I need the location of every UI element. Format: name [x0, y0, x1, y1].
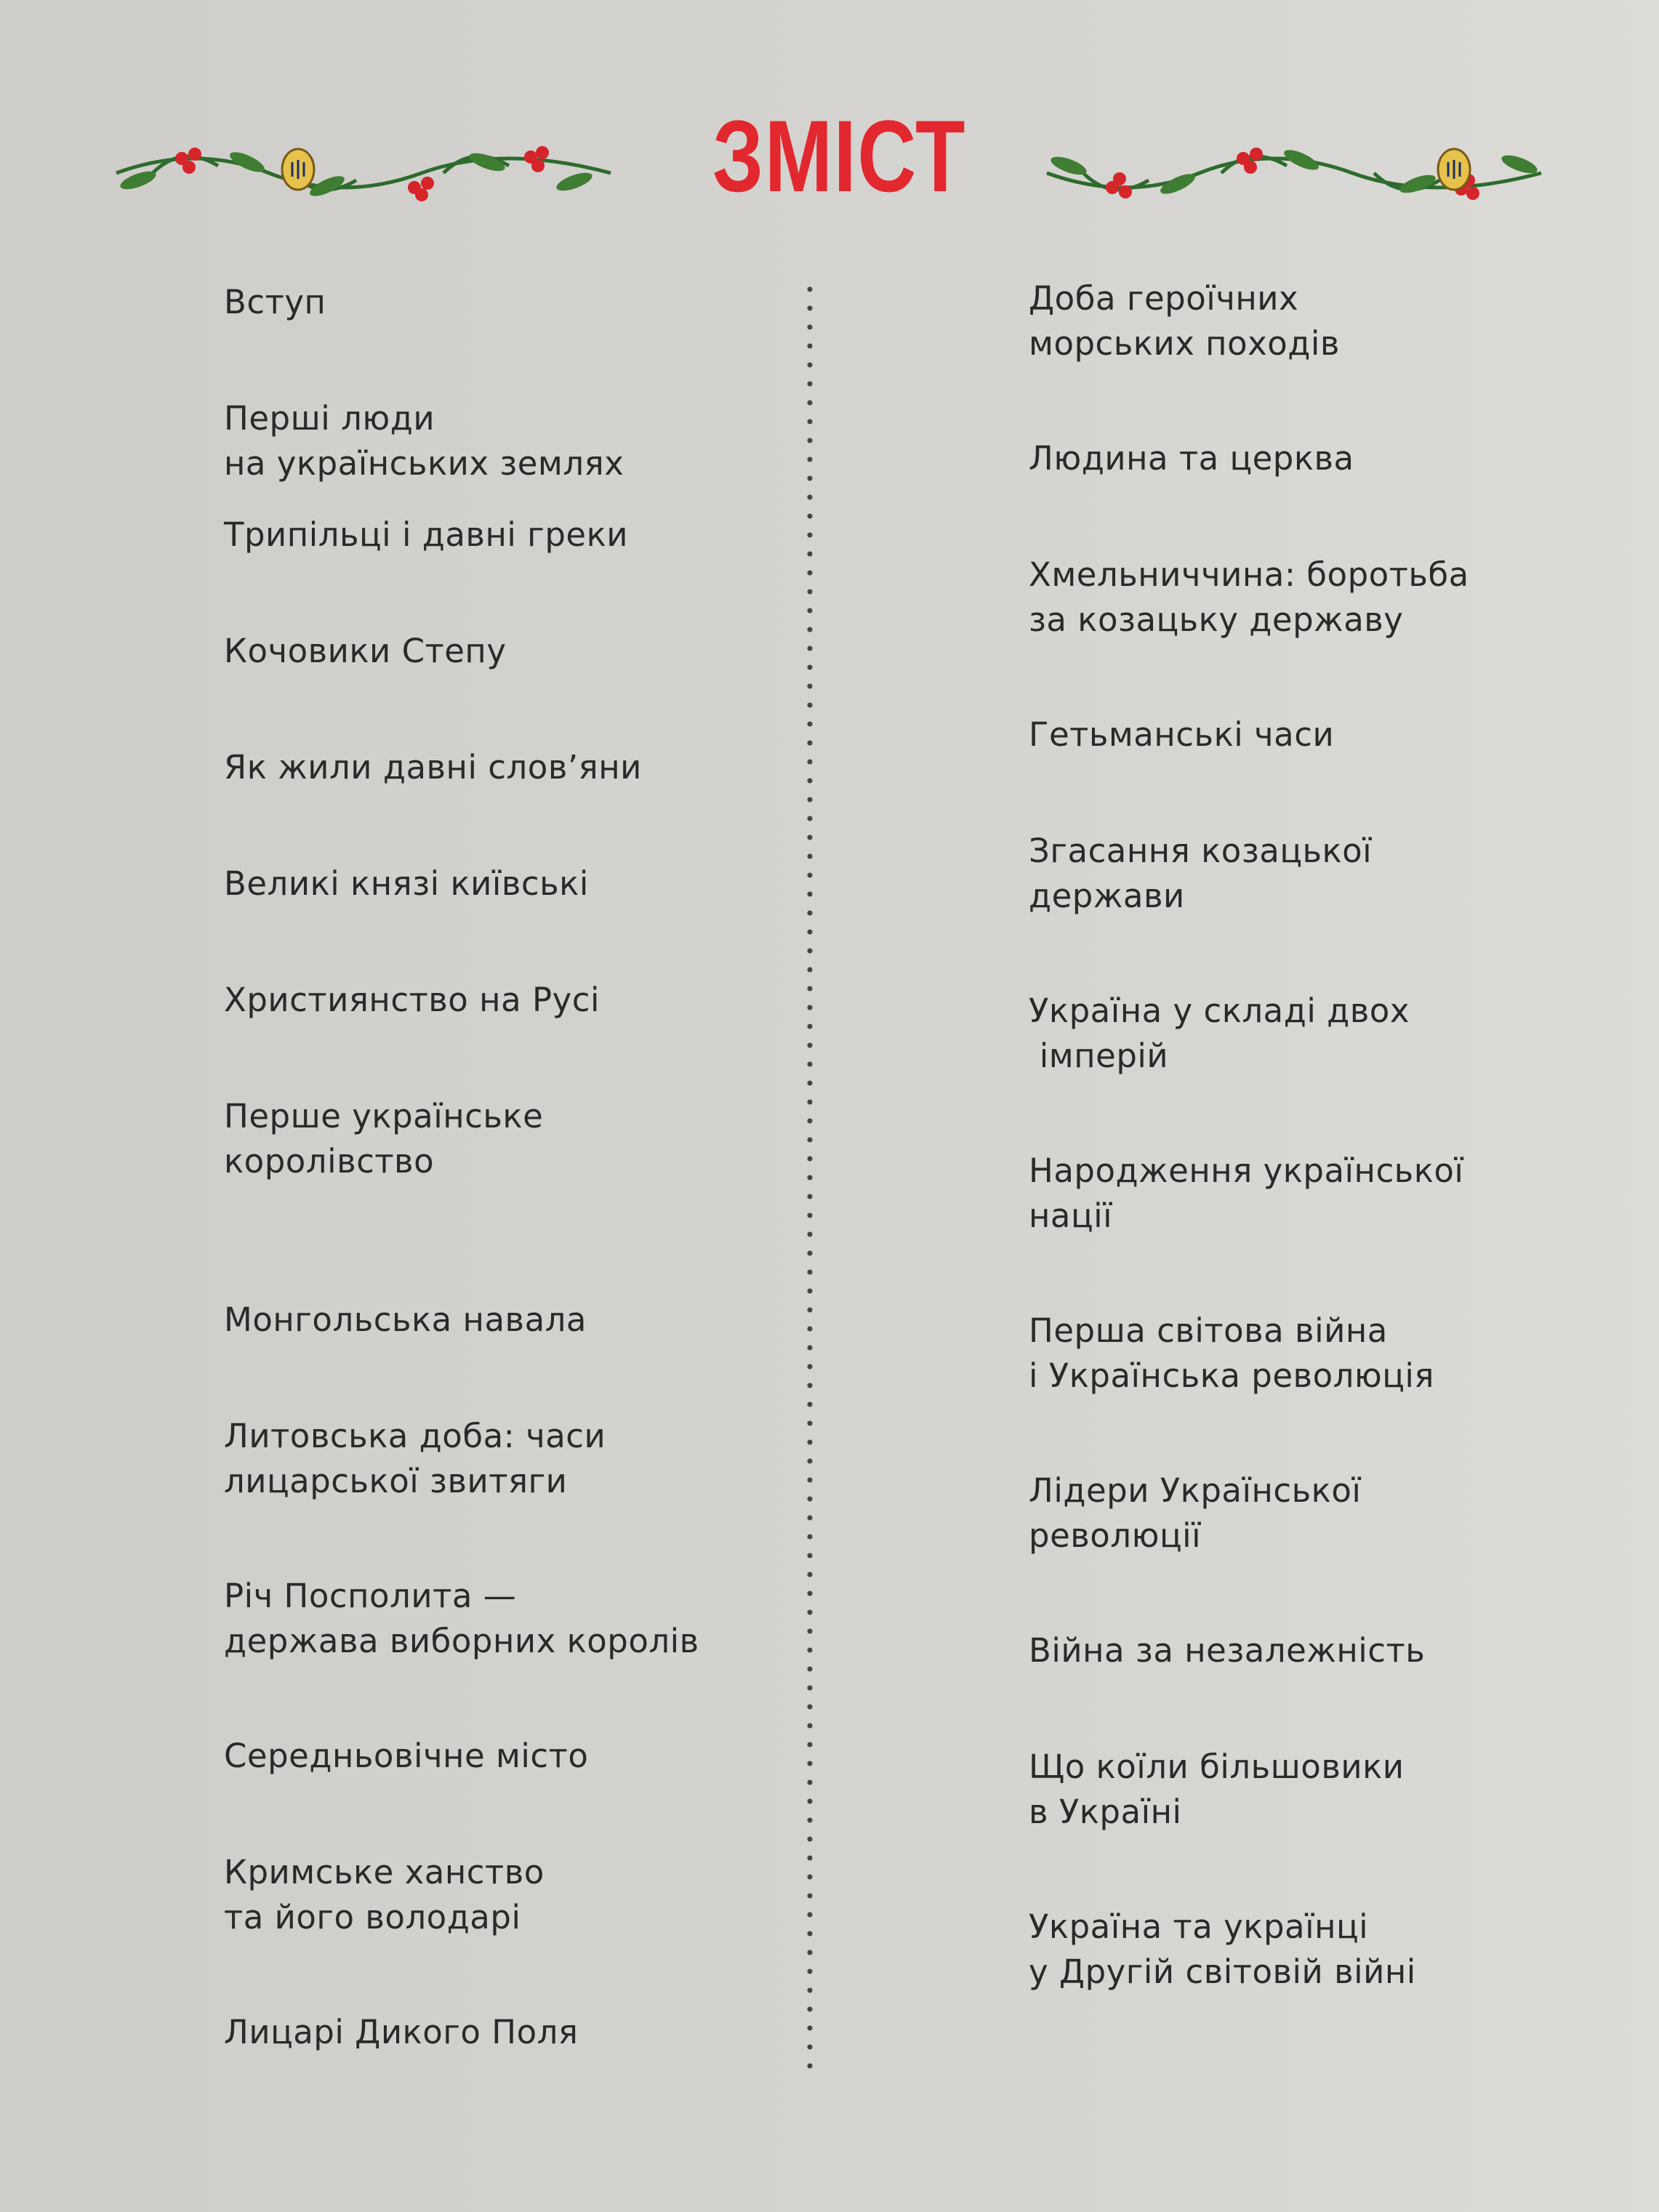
toc-entry-title: Гетьманські часи [1029, 715, 1335, 754]
column-divider [806, 280, 814, 2075]
toc-entry-title: Перше українське королівство [224, 1097, 544, 1181]
toc-entry-title: Християнство на Русі [224, 981, 600, 1019]
toc-entry-title: Доба героїчних морських походів [1029, 279, 1340, 363]
toc-entry-title: Хмельниччина: боротьба за козацьку державу [1029, 555, 1469, 639]
toc-entry-title: Лідери Української революції [1029, 1471, 1362, 1555]
toc-entry-title: Україна та українці у Другій світовій війні [1029, 1907, 1416, 1991]
left-ornament-border [109, 129, 618, 209]
toc-entry-title: Що коїли більшовики в Україні [1029, 1748, 1405, 1831]
toc-entry-title: Великі князі київські [224, 864, 589, 903]
toc-entry-title: Людина та церква [1029, 439, 1354, 478]
toc-entry-title: Війна за незалежність [1029, 1631, 1426, 1670]
toc-entry-title: Кримське ханство та його володарі [224, 1853, 545, 1936]
toc-entry-title: Перші люди на українських землях [224, 399, 624, 483]
toc-entry-title: Литовська доба: часи лицарської звитяги [224, 1417, 606, 1500]
toc-entry-title: Трипільці і давні греки [224, 515, 629, 554]
toc-entry-title: Перша світова війна і Українська революція [1029, 1311, 1434, 1395]
toc-entry-title: Лицарі Дикого Поля [224, 2013, 579, 2051]
toc-entry-title: Річ Посполита — держава виборних королів [224, 1577, 699, 1660]
page-title: ЗМІСТ [712, 99, 967, 213]
toc-entry-title: Вступ [224, 283, 326, 321]
toc-entry-title: Кочовики Степу [224, 632, 507, 670]
toc-entry-title: Україна у складі двох імперій [1029, 992, 1410, 1075]
toc-entry-title: Як жили давні слов’яни [224, 748, 642, 787]
toc-entry-title: Середньовічне місто [224, 1737, 589, 1775]
toc-entry-title: Монгольська навала [224, 1300, 587, 1339]
right-ornament-border [1040, 129, 1548, 209]
toc-entry-title: Згасання козацької держави [1029, 832, 1373, 915]
toc-entry-title: Народження української нації [1029, 1151, 1464, 1235]
